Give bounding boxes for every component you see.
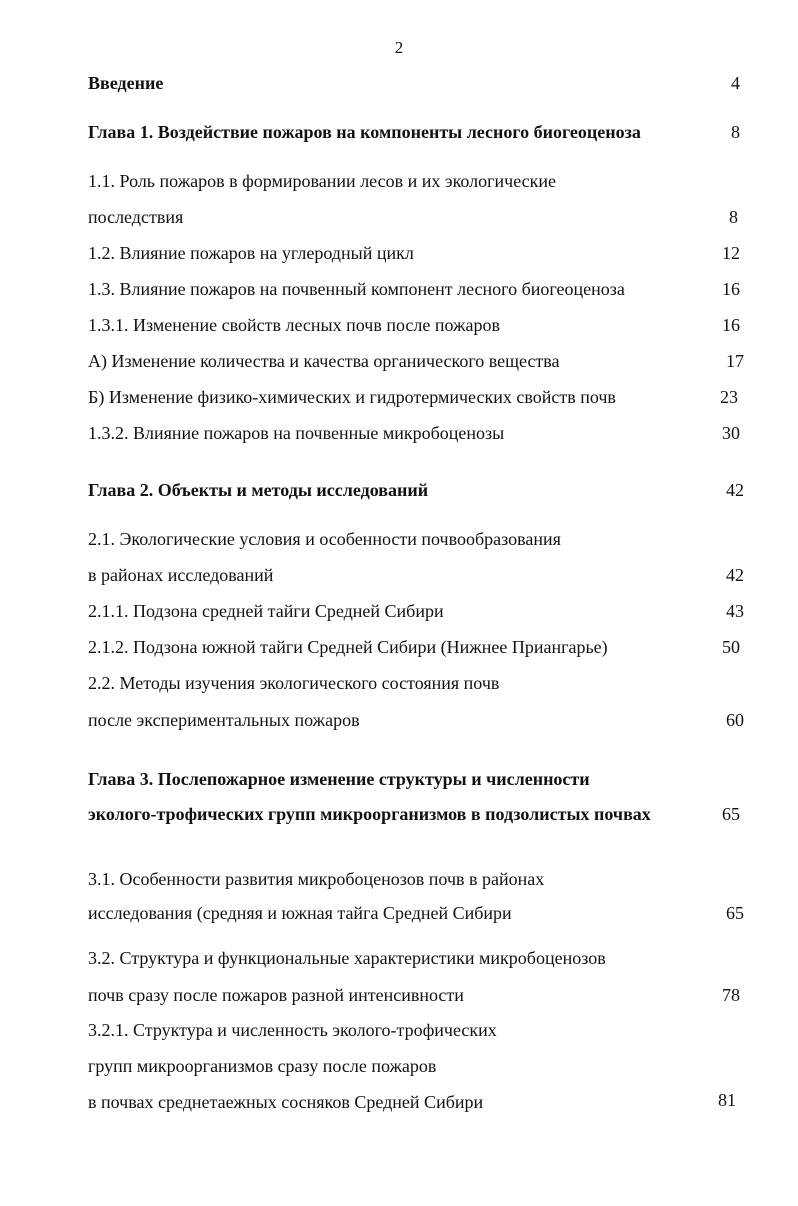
- toc-chapter-2-page: 42: [726, 480, 744, 500]
- toc-section-b: Б) Изменение физико-химических и гидротермических свойств почв: [88, 387, 616, 407]
- toc-section-2-1-2-page: 50: [722, 637, 740, 657]
- toc-section-1-1-line2: последствия: [88, 207, 184, 227]
- toc-section-3-2-page: 78: [722, 985, 740, 1005]
- toc-section-1-2: 1.2. Влияние пожаров на углеродный цикл: [88, 243, 414, 263]
- toc-section-3-2-line1: 3.2. Структура и функциональные характеристики микробоценозов: [88, 948, 606, 968]
- toc-section-3-1-line2: исследования (средняя и южная тайга Средней Сибири: [88, 903, 512, 923]
- toc-section-3-1-page: 65: [726, 903, 744, 923]
- toc-section-1-3: 1.3. Влияние пожаров на почвенный компонент лесного биогеоценоза: [88, 279, 625, 299]
- toc-section-1-3-2-page: 30: [722, 423, 740, 443]
- page-number: 2: [394, 38, 404, 57]
- toc-section-3-2-1-line1: 3.2.1. Структура и численность эколого-трофических: [88, 1020, 497, 1040]
- toc-section-1-3-page: 16: [722, 279, 740, 299]
- toc-section-2-2-line2: после экспериментальных пожаров: [88, 710, 360, 730]
- toc-section-2-1-2: 2.1.2. Подзона южной тайги Средней Сибири (Нижнее Приангарье): [88, 637, 608, 657]
- toc-intro-page: 4: [731, 73, 740, 93]
- toc-chapter-1-page: 8: [731, 122, 740, 142]
- toc-section-3-1-line1: 3.1. Особенности развития микробоценозов почв в районах: [88, 869, 545, 889]
- toc-chapter-3-line2: эколого-трофических групп микроорганизмов в подзолистых почвах: [88, 804, 651, 824]
- toc-section-2-2-line1: 2.2. Методы изучения экологического состояния почв: [88, 673, 500, 693]
- toc-section-1-1-line1: 1.1. Роль пожаров в формировании лесов и их экологические: [88, 171, 557, 191]
- toc-section-3-2-1-line2: групп микроорганизмов сразу после пожаров: [88, 1056, 437, 1076]
- toc-section-b-page: 23: [720, 387, 738, 407]
- toc-chapter-2: Глава 2. Объекты и методы исследований: [88, 480, 429, 500]
- toc-section-2-1-line1: 2.1. Экологические условия и особенности почвообразования: [88, 529, 561, 549]
- toc-section-1-1-page: 8: [729, 207, 738, 227]
- toc-section-3-2-1-page: 81: [718, 1090, 736, 1110]
- toc-section-2-2-page: 60: [726, 710, 744, 730]
- toc-chapter-1: Глава 1. Воздействие пожаров на компоненты лесного биогеоценоза: [88, 122, 641, 142]
- toc-intro: Введение: [88, 73, 164, 93]
- toc-section-2-1-1-page: 43: [726, 601, 744, 621]
- toc-section-2-1-line2: в районах исследований: [88, 565, 274, 585]
- toc-section-a: А) Изменение количества и качества органического вещества: [88, 351, 560, 371]
- toc-section-1-2-page: 12: [722, 243, 740, 263]
- toc-section-2-1-page: 42: [726, 565, 744, 585]
- toc-section-a-page: 17: [726, 351, 744, 371]
- toc-section-3-2-1-line3: в почвах среднетаежных сосняков Средней Сибири: [88, 1092, 484, 1112]
- toc-chapter-3-page: 65: [722, 804, 740, 824]
- toc-chapter-3-line1: Глава 3. Послепожарное изменение структуры и численности: [88, 769, 590, 789]
- toc-section-1-3-1-page: 16: [722, 315, 740, 335]
- toc-section-1-3-1: 1.3.1. Изменение свойств лесных почв после пожаров: [88, 315, 500, 335]
- toc-section-1-3-2: 1.3.2. Влияние пожаров на почвенные микробоценозы: [88, 423, 505, 443]
- toc-section-3-2-line2: почв сразу после пожаров разной интенсивности: [88, 985, 464, 1005]
- toc-section-2-1-1: 2.1.1. Подзона средней тайги Средней Сибири: [88, 601, 444, 621]
